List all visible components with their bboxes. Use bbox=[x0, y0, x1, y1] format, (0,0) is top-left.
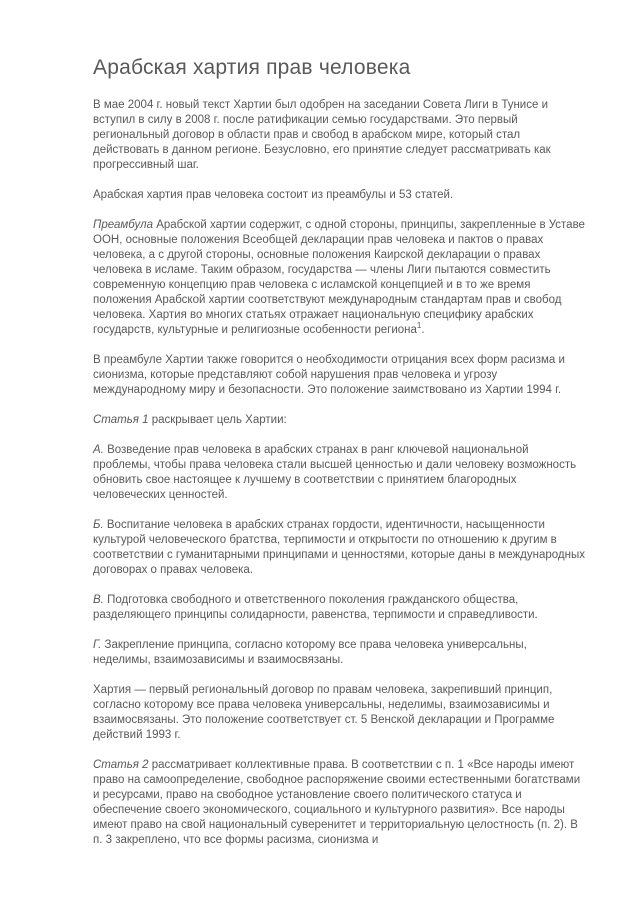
page-title: Арабская хартия прав человека bbox=[93, 56, 411, 79]
footnote-marker: 1 bbox=[416, 321, 422, 331]
paragraph-text: . bbox=[421, 324, 425, 337]
paragraph bbox=[93, 443, 586, 503]
paragraph-lead-italic: В. bbox=[93, 594, 104, 607]
paragraph bbox=[93, 518, 586, 578]
paragraph-text: Закрепление принципа, согласно которому все права человека универсальны, неделимы, взаимозависимы и взаимосвязаны. bbox=[93, 639, 527, 667]
paragraph-text: Хартия — первый региональный договор по правам человека, закрепивший принцип, согласно которому все права человека универсальны, неделимы, взаимозависимы и взаимосвязаны. Это положение соответствует ст. 5 Венской декларации и Программе действий 1993 г. bbox=[93, 684, 555, 742]
paragraph-lead-italic: Б. bbox=[93, 519, 104, 532]
paragraph bbox=[93, 98, 586, 173]
paragraph bbox=[93, 593, 586, 623]
paragraph bbox=[93, 683, 586, 743]
paragraph-text: В мае 2004 г. новый текст Хартии был одобрен на заседании Совета Лиги в Тунисе и вступил в силу в 2008 г. после ратификации семью государствами. Это первый региональный договор в области прав и свобод в арабском мире, который стал действовать в данном регионе. Безусловно, его принятие следует рассматривать как прогрессивный шаг. bbox=[93, 99, 551, 172]
paragraph-lead-italic: Статья 1 bbox=[93, 414, 149, 427]
paragraph-lead-italic: Г. bbox=[93, 639, 102, 652]
paragraph-text: Возведение прав человека в арабских странах в ранг ключевой национальной проблемы, чтобы права человека стали высшей ценностью и дали человеку возможность обновить свое настоящее к лучшему в соответствии с принятием благородных человеческих ценностей. bbox=[93, 444, 577, 502]
document-body bbox=[93, 98, 586, 848]
paragraph-text: рассматривает коллективные права. В соответствии с п. 1 «Все народы имеют право на самоопределение, свободное распоряжение своими естественными богатствами и ресурсами, право на свободное установление своего политического статуса и обеспечение своего экономического, социального и культурного развития». Все народы имеют право на свой национальный суверенитет и территориальную целостность (п. 2). В п. 3 закреплено, что все формы расизма, сионизма и bbox=[93, 759, 581, 847]
paragraph-text: Арабской хартии содержит, с одной стороны, принципы, закрепленные в Уставе ООН, основные положения Всеобщей декларации прав человека и пактов о правах человека, а с другой стороны, основные положения Каирской декларации о правах человека в исламе. Таким образом, государства — члены Лиги пытаются совместить современную концепцию прав человека с исламской концепцией и в то же время положения Арабской хартии соответствуют международным стандартам прав и свобод человека. Хартия во многих статьях отражает национальную специфику арабских государств, культурные и религиозные особенности региона bbox=[93, 219, 585, 337]
paragraph-text: В преамбуле Хартии также говорится о необходимости отрицания всех форм расизма и сионизма, которые представляют собой нарушения прав человека и угрозу международному миру и безопасности. Это положение заимствовано из Хартии 1994 г. bbox=[93, 354, 565, 397]
paragraph-text: Арабская хартия прав человека состоит из преамбулы и 53 статей. bbox=[93, 189, 454, 202]
paragraph-text: Подготовка свободного и ответственного поколения гражданского общества, разделяющего принципы солидарности, равенства, терпимости и справедливости. bbox=[93, 594, 538, 622]
paragraph bbox=[93, 638, 586, 668]
paragraph-text: Воспитание человека в арабских странах гордости, идентичности, насыщенности культурой человеческого братства, терпимости и открытости по отношению к другим в соответствии с гуманитарными принципами и ценностями, которые даны в международных договорах о правах человека. bbox=[93, 519, 585, 577]
paragraph bbox=[93, 188, 586, 203]
paragraph-lead-italic: А. bbox=[93, 444, 104, 457]
paragraph-text: раскрывает цель Хартии: bbox=[148, 414, 287, 427]
paragraph bbox=[93, 218, 586, 338]
paragraph bbox=[93, 413, 586, 428]
paragraph-lead-italic: Статья 2 bbox=[93, 759, 149, 772]
paragraph bbox=[93, 353, 586, 398]
paragraph-lead-italic: Преамбула bbox=[93, 219, 153, 232]
paragraph bbox=[93, 758, 586, 848]
